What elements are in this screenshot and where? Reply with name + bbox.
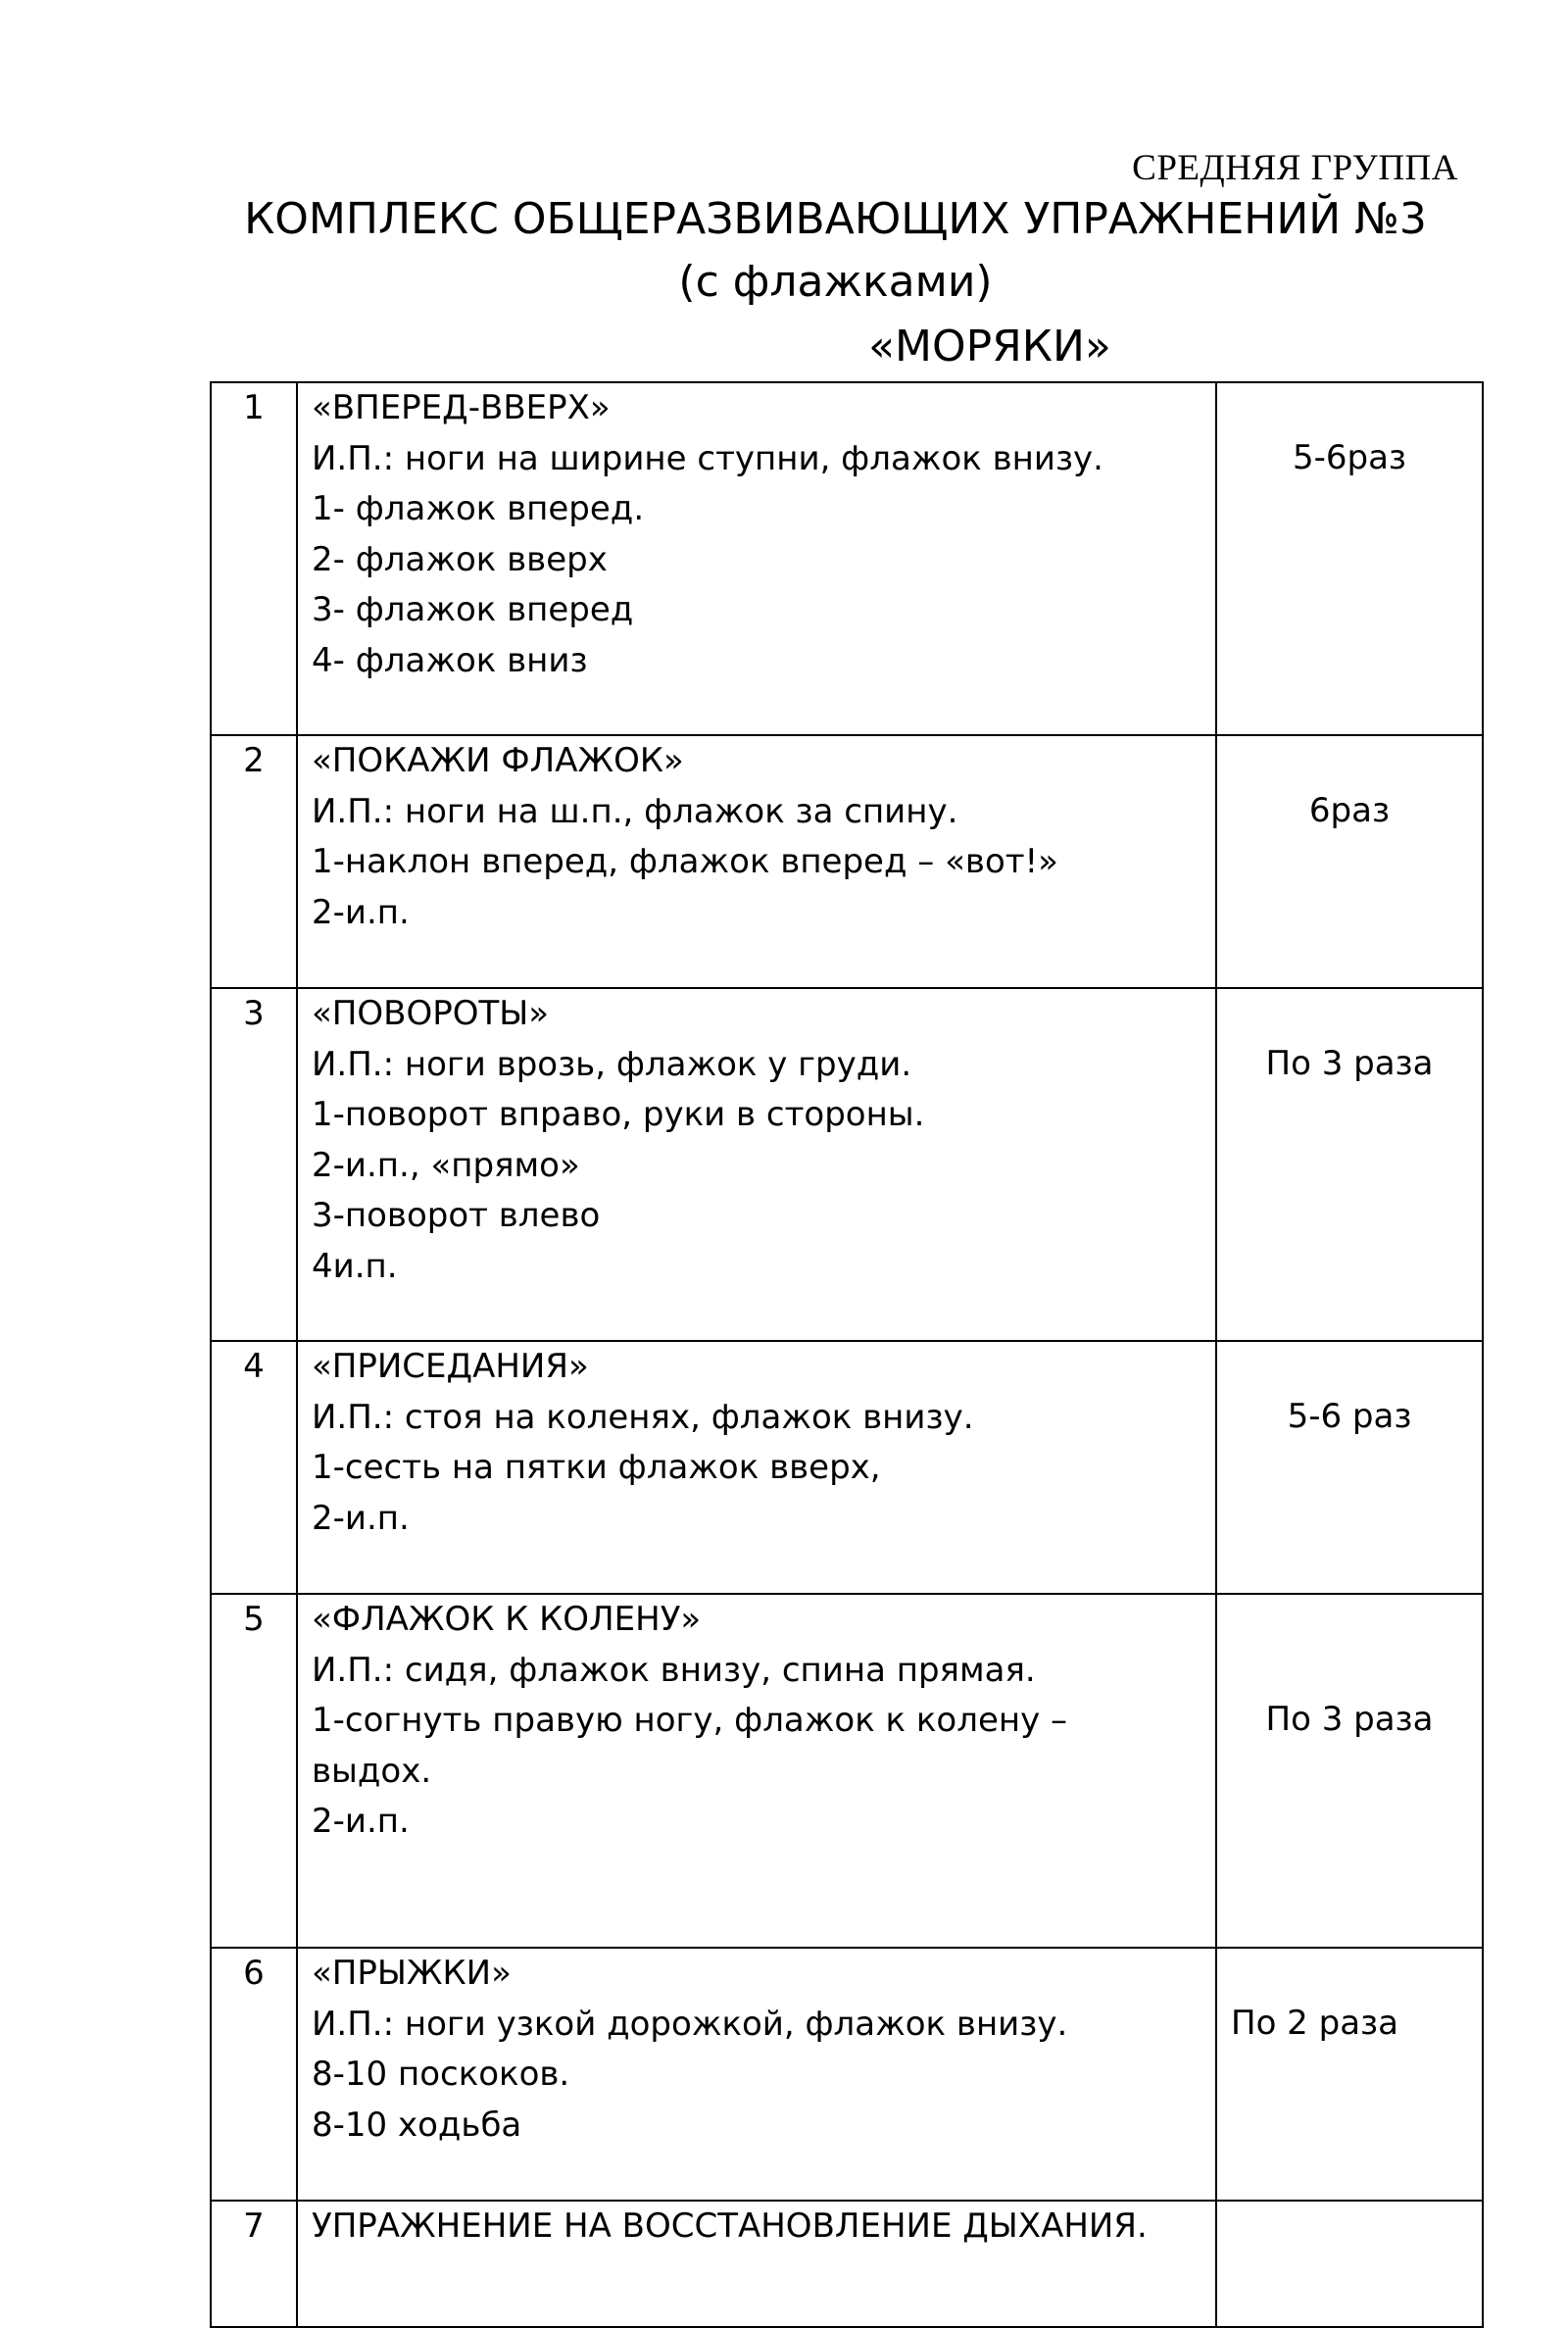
exercise-description: [297, 1341, 1216, 1594]
exercise-line: 1- флажок вперед.: [312, 489, 645, 528]
exercise-description: [297, 1594, 1216, 1948]
exercise-line: 2-и.п.: [312, 1498, 410, 1538]
exercise-reps: [1216, 2201, 1483, 2327]
table-row: [211, 2201, 1483, 2327]
exercise-line: И.П.: ноги на ширине ступни, флажок внизу.: [312, 438, 1103, 478]
exercise-title: «ФЛАЖОК К КОЛЕНУ»: [312, 1600, 702, 1639]
exercise-line: И.П.: ноги на ш.п., флажок за спину.: [312, 791, 958, 831]
exercise-line: 2-и.п.: [312, 1802, 410, 1841]
exercise-line: 1-наклон вперед, флажок вперед – «вот!»: [312, 842, 1058, 881]
exercise-description: [297, 988, 1216, 1341]
exercise-number: 5: [211, 1594, 297, 1948]
exercise-number: 4: [211, 1341, 297, 1594]
group-label: СРЕДНЯЯ ГРУППА: [1132, 148, 1458, 188]
exercise-line: 8-10 ходьба: [312, 2105, 522, 2145]
exercise-title: «ПОВОРОТЫ»: [312, 994, 550, 1033]
table-row: [211, 1948, 1483, 2201]
reps-value: По 3 раза: [1265, 1700, 1434, 1739]
exercise-line: 1-поворот вправо, руки в стороны.: [312, 1095, 925, 1134]
table-row: [211, 1594, 1483, 1948]
exercise-title: «ПОКАЖИ ФЛАЖОК»: [312, 741, 684, 780]
exercise-line: 1-сесть на пятки флажок вверх,: [312, 1448, 881, 1487]
exercise-reps: [1216, 1948, 1483, 2201]
exercise-line: 8-10 поскоков.: [312, 2055, 570, 2094]
table-row: [211, 988, 1483, 1341]
exercise-line: 2-и.п.: [312, 892, 410, 932]
exercise-line: 3-поворот влево: [312, 1196, 601, 1235]
exercise-line: выдох.: [312, 1751, 432, 1791]
exercise-line: И.П.: стоя на коленях, флажок внизу.: [312, 1397, 974, 1437]
complex-name: «МОРЯКИ»: [868, 322, 1111, 371]
exercise-line: И.П.: ноги врозь, флажок у груди.: [312, 1044, 912, 1084]
exercise-line: 3- флажок вперед: [312, 590, 634, 629]
table-row: [211, 382, 1483, 735]
exercise-line: 2- флажок вверх: [312, 539, 608, 579]
exercise-title: «ВПЕРЕД-ВВЕРХ»: [312, 388, 611, 427]
document-subtitle: (с флажками): [678, 257, 993, 307]
exercise-description: [297, 382, 1216, 735]
exercise-title: УПРАЖНЕНИЕ НА ВОССТАНОВЛЕНИЕ ДЫХАНИЯ.: [312, 2206, 1148, 2246]
exercise-line: 4- флажок вниз: [312, 640, 588, 680]
exercise-line: И.П.: ноги узкой дорожкой, флажок внизу.: [312, 2004, 1068, 2044]
exercise-title: «ПРЫЖКИ»: [312, 1954, 512, 1993]
exercise-number: 1: [211, 382, 297, 735]
exercise-number: 3: [211, 988, 297, 1341]
exercise-reps: [1216, 1594, 1483, 1948]
exercise-line: 2-и.п., «прямо»: [312, 1145, 580, 1185]
table-row: [211, 1341, 1483, 1594]
reps-value: 6раз: [1308, 791, 1391, 830]
reps-value: 5-6 раз: [1287, 1397, 1412, 1436]
exercise-number: 6: [211, 1948, 297, 2201]
exercise-table: [210, 381, 1484, 2328]
exercise-description: [297, 1948, 1216, 2201]
exercise-line: И.П.: сидя, флажок внизу, спина прямая.: [312, 1650, 1036, 1690]
exercise-reps: [1216, 1341, 1483, 1594]
exercise-number: 2: [211, 735, 297, 988]
exercise-reps: [1216, 735, 1483, 988]
exercise-title: «ПРИСЕДАНИЯ»: [312, 1347, 589, 1386]
reps-value: По 3 раза: [1265, 1044, 1434, 1083]
exercise-reps: [1216, 382, 1483, 735]
exercise-description: [297, 735, 1216, 988]
exercise-number: 7: [211, 2201, 297, 2327]
reps-value: 5-6раз: [1292, 438, 1407, 477]
exercise-line: 4и.п.: [312, 1246, 398, 1286]
document-title: КОМПЛЕКС ОБЩЕРАЗВИВАЮЩИХ УПРАЖНЕНИЙ №3: [244, 194, 1427, 244]
exercise-reps: [1216, 988, 1483, 1341]
reps-value: По 2 раза: [1231, 2004, 1398, 2043]
exercise-description: [297, 2201, 1216, 2327]
table-row: [211, 735, 1483, 988]
exercise-line: 1-согнуть правую ногу, флажок к колену –: [312, 1701, 1068, 1740]
